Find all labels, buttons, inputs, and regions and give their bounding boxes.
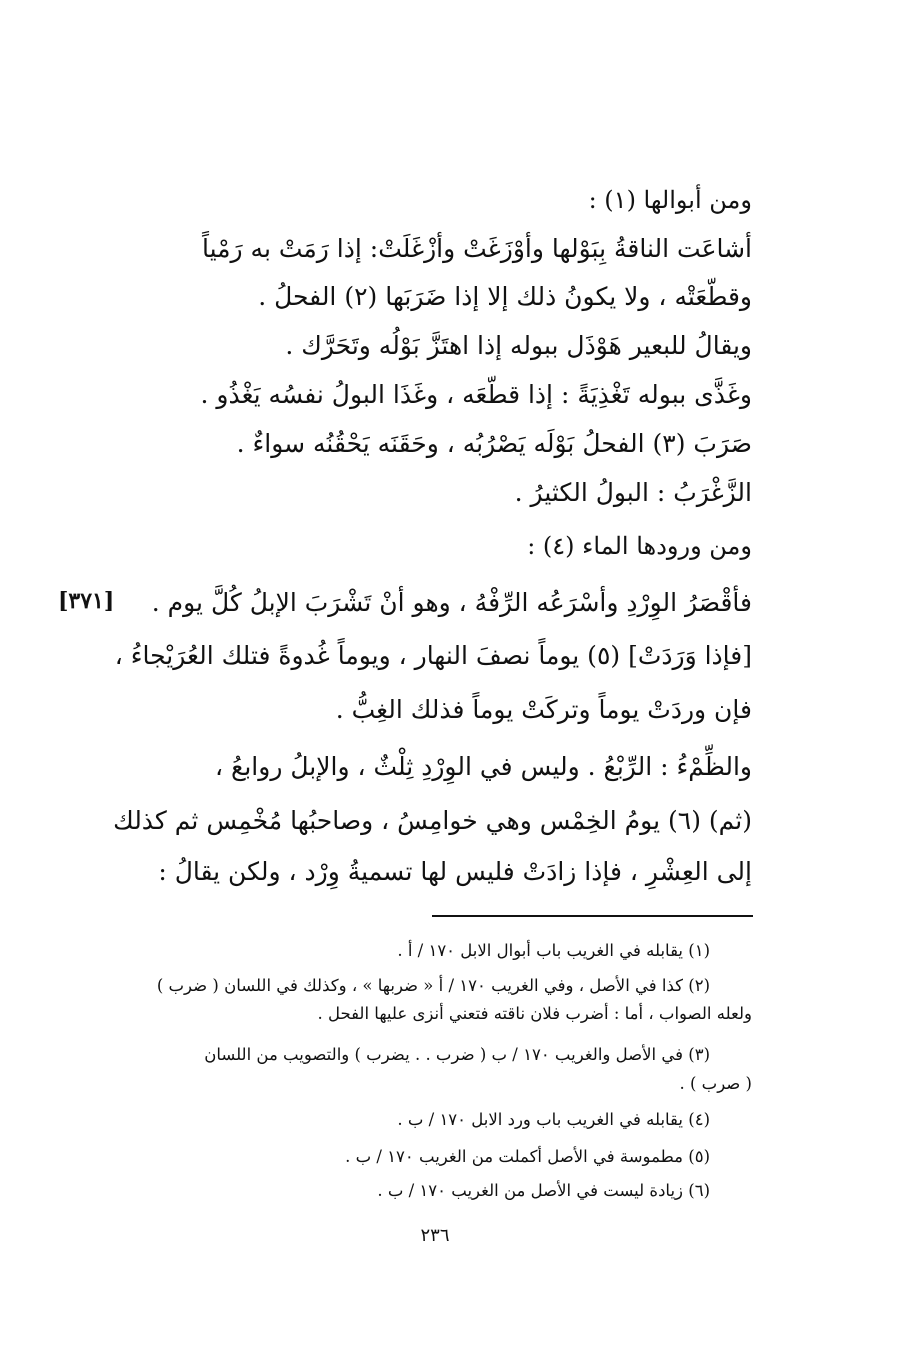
footnote-continuation: ولعله الصواب ، أما : أضرب فلان ناقته فتعني أنزى عليها الفحل . [317,1004,752,1023]
section-heading-urine: ومن أبوالها (١) : [588,186,752,214]
footnote: (٣) في الأصل والغريب ١٧٠ / ب ( ضرب . . يضرب ) والتصويب من اللسان [204,1045,710,1064]
section-heading-watering: ومن ورودها الماء (٤) : [527,532,752,560]
footnote: (٦) زيادة ليست في الأصل من الغريب ١٧٠ / ب . [377,1181,710,1200]
footnote: (٢) كذا في الأصل ، وفي الغريب ١٧٠ / أ « ضربها » ، وكذلك في اللسان ( ضرب ) [156,976,710,995]
body-line: إلى العِشْرِ ، فإذا زادَتْ فليس لها تسميةُ وِرْد ، ولكن يقالُ : [158,857,752,886]
body-line: أشاعَت الناقةُ بِبَوْلها وأوْزَغَتْ وأزْغَلَتْ: إذا رَمَتْ به رَمْياً [201,234,752,263]
body-line: الزَّغْرَبُ : البولُ الكثيرُ . [514,478,752,507]
body-line: وغَذَّى ببوله تَغْذِيَةً : إذا قطّعَه ، وغَذَا البولُ نفسُه يَغْذُو . [200,380,752,409]
footnote: (٤) يقابله في الغريب باب ورد الابل ١٧٠ / ب . [397,1110,710,1129]
footnote-continuation: ( صرب ) . [679,1074,752,1093]
footnote: (٥) مطموسة في الأصل أكملت من الغريب ١٧٠ / ب . [345,1147,710,1166]
body-line: والظِّمْءُ : الرِّبْعُ . وليس في الوِرْدِ ثِلْثٌ ، والإبلُ روابعُ ، [215,752,752,781]
body-line: صَرَبَ (٣) الفحلُ بَوْلَه يَصْرُبُه ، وحَقَنَه يَحْقُنُه سواءٌ . [236,429,752,458]
body-line: وقطّعَتْه ، ولا يكونُ ذلك إلا إذا ضَرَبَها (٢) الفحلُ . [258,282,752,311]
body-line: فأقْصَرُ الوِرْدِ وأسْرَعُه الرِّفْهُ ، وهو أنْ تَشْرَبَ الإبلُ كُلَّ يوم . [151,588,752,617]
footnote-divider [432,915,753,917]
body-line: فإن وردَتْ يوماً وتركَتْ يوماً فذلك الغِبُّ . [335,695,752,724]
page-number: ٢٣٦ [420,1225,450,1246]
margin-reference: [٣٧١] [58,588,115,614]
body-line: (ثم) (٦) يومُ الخِمْس وهي خوامِسُ ، وصاحبُها مُخْمِس ثم كذلك [113,806,752,835]
footnote: (١) يقابله في الغريب باب أبوال الابل ١٧٠ / أ . [397,941,710,960]
body-line: ويقالُ للبعير هَوْذَل ببوله إذا اهتَزَّ بَوْلُه وتَحَرَّك . [285,331,752,360]
body-line: [فإذا وَرَدَتْ] (٥) يوماً نصفَ النهار ، ويوماً غُدوةً فتلك العُرَيْجاءُ ، [114,641,752,670]
